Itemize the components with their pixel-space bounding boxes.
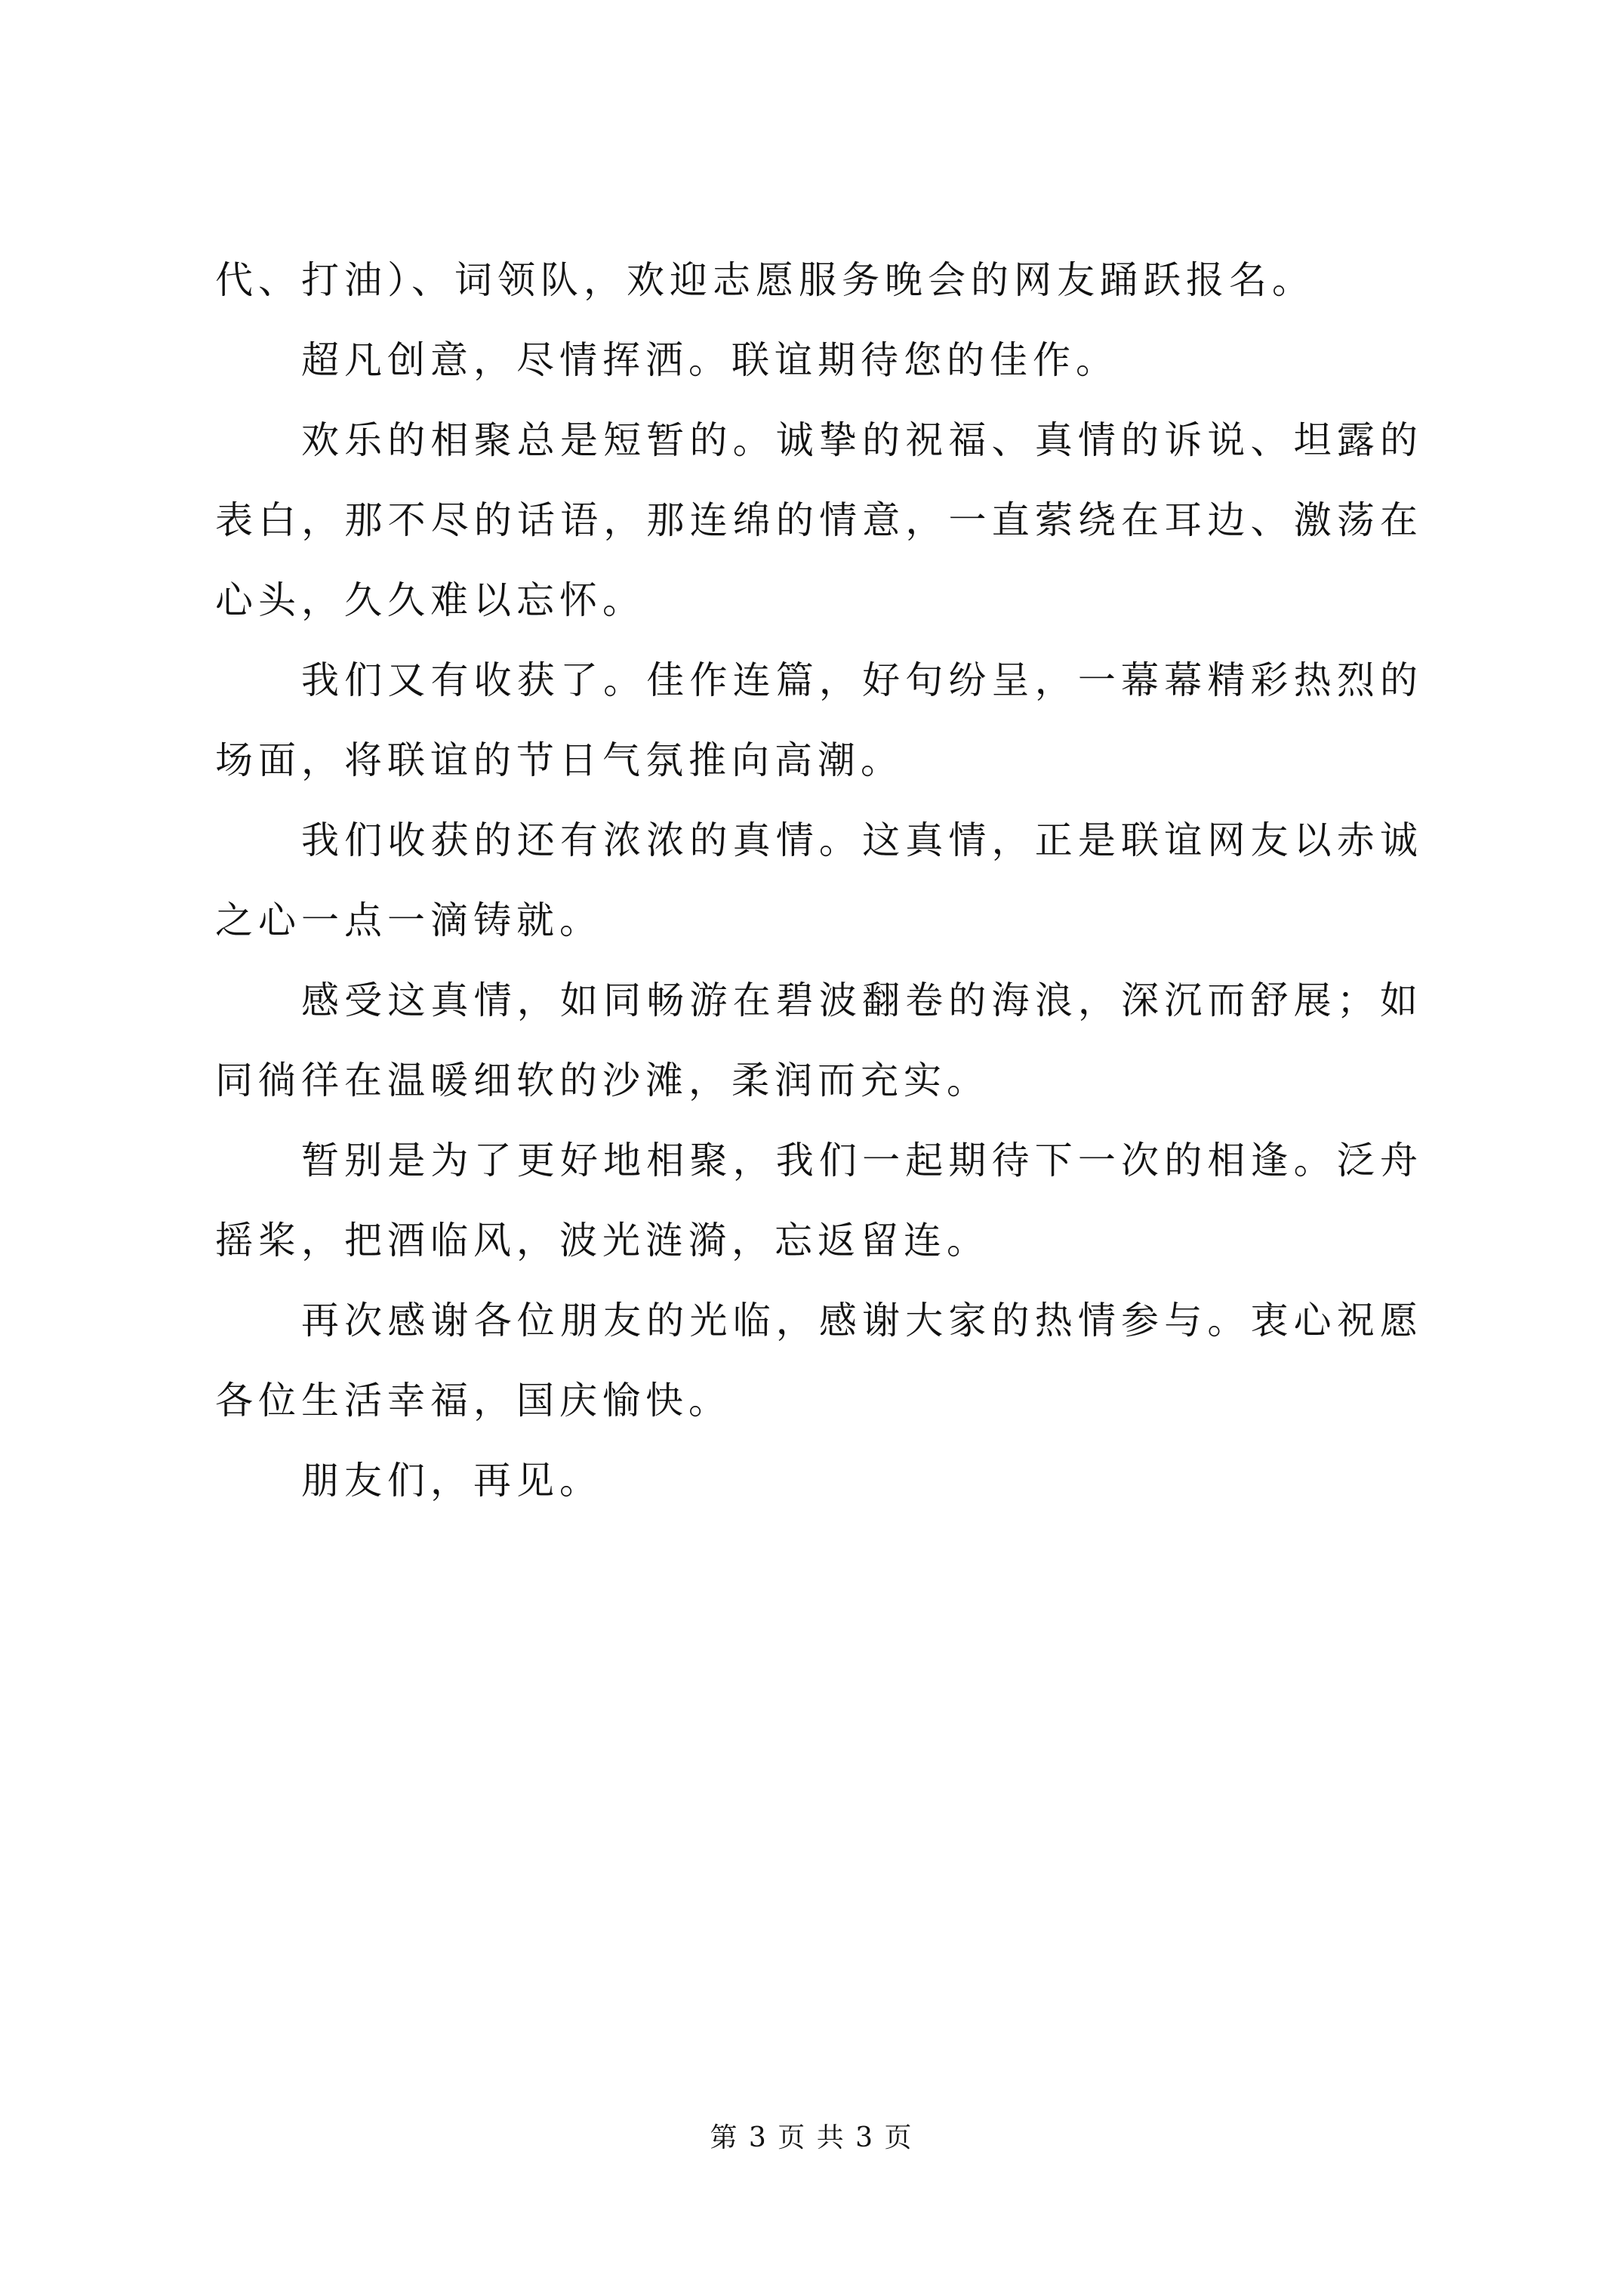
paragraph: 感受这真情，如同畅游在碧波翻卷的海浪，深沉而舒展；如同徜徉在温暖细软的沙滩，柔润而充实。	[215, 978, 1423, 1102]
paragraph: 再次感谢各位朋友的光临，感谢大家的热情参与。衷心祝愿各位生活幸福，国庆愉快。	[215, 1299, 1423, 1422]
paragraph: 我们收获的还有浓浓的真情。这真情，正是联谊网友以赤诚之心一点一滴铸就。	[215, 818, 1423, 942]
paragraph: 欢乐的相聚总是短暂的。诚挚的祝福、真情的诉说、坦露的表白，那不尽的话语，那连绵的情意，一直萦绕在耳边、激荡在心头，久久难以忘怀。	[215, 418, 1423, 622]
paragraph: 超凡创意，尽情挥洒。联谊期待您的佳作。	[301, 338, 1119, 382]
document-body	[215, 240, 1423, 1521]
paragraph: 暂别是为了更好地相聚，我们一起期待下一次的相逢。泛舟摇桨，把酒临风，波光涟漪，忘返留连。	[215, 1139, 1423, 1262]
paragraph: 朋友们，再见。	[301, 1459, 602, 1502]
paragraph: 我们又有收获了。佳作连篇，好句纷呈，一幕幕精彩热烈的场面，将联谊的节日气氛推向高潮。	[215, 658, 1423, 782]
page-footer: 第 3 页 共 3 页	[710, 2122, 913, 2153]
paragraph-continued: 代、打油）、词领队，欢迎志愿服务晚会的网友踊跃报名。	[215, 258, 1315, 302]
